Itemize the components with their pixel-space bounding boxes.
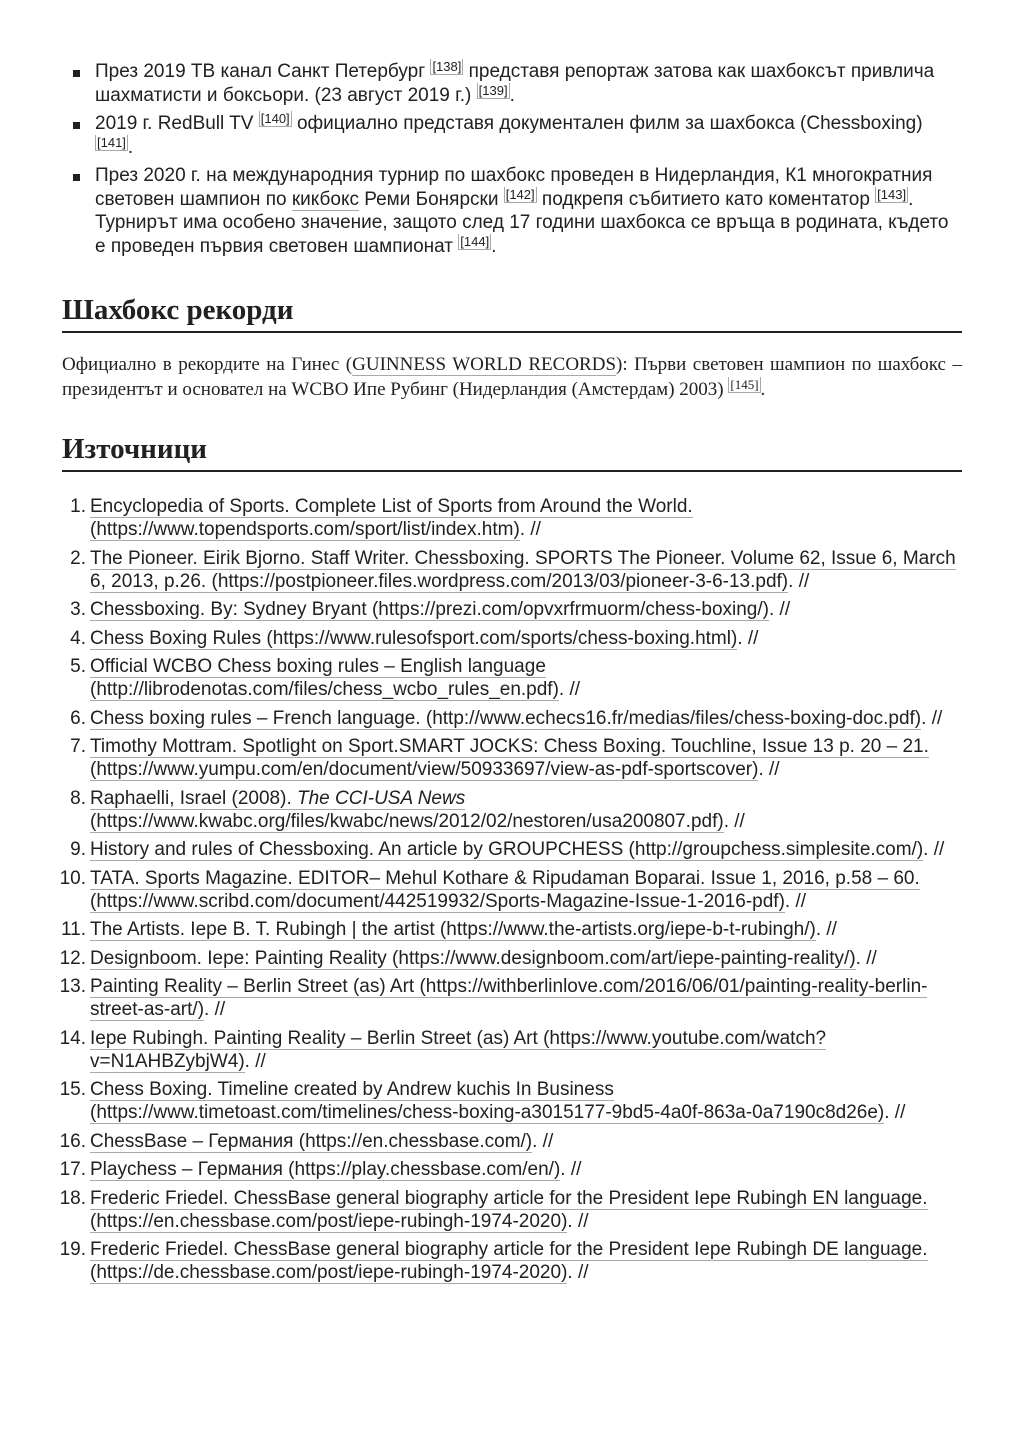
text-run: ): Първи световен шампион по шахбокс – президентът и основател на WCBO Ипе Рубинг (Нидерландия (Амстердам) 2003) <box>62 354 962 400</box>
citation-ref[interactable] <box>259 111 292 127</box>
reference-number: 2. <box>70 547 86 569</box>
citation-ref-label: [140] <box>260 111 290 126</box>
text-link[interactable]: Frederic Friedel. ChessBase general biography article for the President Iepe Rubingh EN language. (https://en.chessbase.com/post/iepe-rubingh-1974-2020) <box>90 1187 928 1232</box>
reference-item <box>62 707 962 730</box>
citation-ref[interactable] <box>458 234 491 250</box>
text-run: . // <box>737 627 759 649</box>
reference-item <box>62 787 962 833</box>
text-link[interactable]: Chessboxing. By: Sydney Bryant (https://prezi.com/opvxrfrmuorm/chess-boxing/) <box>90 599 769 620</box>
text-run: Реми Бонярски <box>358 188 504 210</box>
text-run: . Турнирът има особено значение, защото след 17 години шахбокса се връща в родината, където е проведен първия световен шампионат <box>95 188 949 257</box>
section-heading-records: Шахбокс рекорди <box>62 294 962 333</box>
text-link[interactable]: кикбокс <box>291 188 359 210</box>
text-link[interactable]: TATA. Sports Magazine. EDITOR– Mehul Kothare & Ripudaman Boparai. Issue 1, 2016, p.58 – 60. (https://www.scribd.com/document/442519932/Sports-Magazine-Issue-1-2016-pdf) <box>90 867 920 912</box>
text-run: През 2020 г. на международния турнир по шахбокс проведен в Нидерландия, К1 многократния световен шампион по <box>95 165 933 210</box>
citation-ref-label: [138] <box>432 59 462 74</box>
reference-item <box>59 947 962 970</box>
reference-number: 1. <box>70 496 86 517</box>
text-link[interactable]: ChessBase – Германия (https://en.chessbase.com/) <box>90 1130 533 1152</box>
reference-number: 15. <box>59 1079 86 1100</box>
reference-number: 5. <box>70 656 86 677</box>
text-link[interactable]: (https://www.kwabc.org/files/kwabc/news/2012/02/nestoren/usa200807.pdf) <box>90 810 724 832</box>
text-link[interactable]: Chess boxing rules – French language. (http://www.echecs16.fr/medias/files/chess-boxing-doc.pdf) <box>90 707 922 729</box>
reference-number: 13. <box>59 976 86 997</box>
text-run: представя репортаж затова как шахбоксът привлича шахматисти и боксьори. (23 август 2019 г.) <box>95 61 935 106</box>
text-run: . // <box>244 1050 266 1072</box>
reference-item <box>62 598 962 621</box>
text-run: . // <box>768 599 791 620</box>
reference-number: 10. <box>59 867 86 889</box>
reference-item <box>59 1158 962 1181</box>
text-link[interactable]: Chess Boxing. Timeline created by Andrew kuchis In Business (https://www.timetoast.com/timelines/chess-boxing-a3015177-9bd5-4a0f-863a-0a7190c8d26e) <box>90 1079 885 1123</box>
reference-item <box>59 975 962 1021</box>
reference-number: 12. <box>59 947 86 969</box>
references-list <box>59 495 962 1290</box>
reference-number: 17. <box>59 1159 86 1180</box>
text-run: . <box>491 235 497 257</box>
text-link[interactable]: Frederic Friedel. ChessBase general biography article for the President Iepe Rubingh DE language. (https://de.chessbase.com/post/iepe-rubingh-1974-2020) <box>90 1239 928 1283</box>
bullet-item <box>62 112 962 159</box>
text-run: Официално в рекордите на Гинес ( <box>62 354 353 375</box>
reference-number: 3. <box>70 599 86 620</box>
events-bullet-list <box>62 60 962 263</box>
reference-item <box>62 495 962 541</box>
reference-number: 4. <box>70 627 86 649</box>
bullet-item <box>62 60 962 107</box>
reference-item <box>59 1027 962 1073</box>
reference-number: 18. <box>59 1187 86 1209</box>
text-link[interactable]: Playchess – Германия (https://play.chessbase.com/en/) <box>90 1159 561 1180</box>
reference-number: 9. <box>70 839 86 860</box>
text-link[interactable]: History and rules of Chessboxing. An article by GROUPCHESS (http://groupchess.simplesite.com/) <box>90 839 924 860</box>
text-run: . <box>509 84 515 106</box>
reference-number: 8. <box>70 787 86 809</box>
reference-item <box>59 1187 962 1233</box>
reference-number: 14. <box>59 1027 86 1049</box>
citation-ref-label: [145] <box>730 377 759 392</box>
reference-item <box>59 1078 962 1124</box>
text-link[interactable]: Painting Reality – Berlin Street (as) Art (https://withberlinlove.com/2016/06/01/painting-reality-berlin-street-as-art/) <box>90 976 928 1020</box>
text-run: . // <box>923 839 945 860</box>
reference-item <box>62 735 962 781</box>
text-run: . // <box>815 919 837 940</box>
text-link[interactable]: The Pioneer. Eirik Bjorno. Staff Writer. Chessboxing. SPORTS The Pioneer. Volume 62, Issue 6, March 6, 2013, p.26. (https://postpioneer.files.wordpress.com/2013/03/pioneer-3-6-13.pdf) <box>90 547 956 592</box>
text-run: . // <box>758 759 780 780</box>
text-run: . <box>127 136 134 158</box>
citation-ref[interactable] <box>95 135 128 151</box>
text-run: . // <box>855 947 877 969</box>
reference-item <box>59 1238 962 1284</box>
reference-number: 7. <box>70 736 86 757</box>
text-link[interactable]: Raphaelli, Israel (2008). <box>90 787 297 809</box>
citation-ref-label: [142] <box>505 186 535 202</box>
reference-item <box>62 918 962 941</box>
reference-number: 16. <box>59 1130 86 1152</box>
citation-ref[interactable] <box>728 377 760 393</box>
text-link[interactable]: Designboom. Iepe: Painting Reality (https://www.designboom.com/art/iepe-painting-reality/) <box>90 947 856 969</box>
text-run: През 2019 ТВ канал Санкт Петербург <box>95 61 431 82</box>
reference-item <box>59 1130 962 1153</box>
text-run: . // <box>567 1210 589 1232</box>
text-run: . // <box>884 1102 906 1123</box>
reference-number: 11. <box>60 919 86 940</box>
reference-item <box>62 547 962 593</box>
citation-ref[interactable] <box>504 187 537 203</box>
reference-number: 19. <box>59 1239 86 1260</box>
citation-ref[interactable] <box>477 83 510 99</box>
text-link[interactable]: GUINNESS WORLD RECORDS <box>352 354 617 375</box>
reference-number: 6. <box>70 707 86 729</box>
reference-item <box>62 655 962 701</box>
text-link[interactable]: The Artists. Iepe B. T. Rubingh | the artist (https://www.the-artists.org/iepe-b-t-rubingh/) <box>90 919 816 940</box>
text-run: официално представя документален филм за шахбокса (Chessboxing) <box>291 113 923 134</box>
text-run: . // <box>519 519 541 540</box>
text-run: . // <box>558 679 581 700</box>
reference-item <box>59 867 962 913</box>
text-run: . // <box>204 999 226 1020</box>
reference-item <box>62 838 962 861</box>
citation-ref-label: [139] <box>478 82 508 98</box>
bullet-item <box>62 164 962 258</box>
text-run: . // <box>723 810 745 832</box>
text-run: . // <box>921 707 943 729</box>
text-run: . // <box>532 1130 554 1152</box>
citation-ref[interactable] <box>875 187 908 203</box>
section-heading-sources: Източници <box>62 433 962 472</box>
citation-ref-label: [141] <box>97 134 126 150</box>
text-link[interactable]: Encyclopedia of Sports. Complete List of Sports from Around the World. (https://www.topendsports.com/sport/list/index.htm) <box>90 496 693 540</box>
records-paragraph <box>62 352 962 402</box>
text-run: подкрепя събитието като коментатор <box>536 188 876 210</box>
citation-ref-label: [143] <box>877 186 907 202</box>
text-run: 2019 г. RedBull TV <box>95 113 259 134</box>
text-run: . <box>760 379 766 400</box>
text-run: . // <box>560 1159 582 1180</box>
text-run: . // <box>788 570 810 592</box>
text-run: . // <box>784 890 807 912</box>
text-link[interactable]: Timothy Mottram. Spotlight on Sport.SMART JOCKS: Chess Boxing. Touchline, Issue 13 p. 20 – 21. (https://www.yumpu.com/en/document/view/50933697/view-as-pdf-sportscover) <box>90 736 929 780</box>
text-link[interactable]: Chess Boxing Rules (https://www.rulesofsport.com/sports/chess-boxing.html) <box>90 627 738 649</box>
reference-item <box>62 627 962 650</box>
citation-ref[interactable] <box>430 59 463 75</box>
text-link[interactable]: Official WCBO Chess boxing rules – English language (http://librodenotas.com/files/chess_wcbo_rules_en.pdf) <box>90 656 559 700</box>
text-run: . // <box>567 1262 589 1283</box>
text-link[interactable]: Iepe Rubingh. Painting Reality – Berlin Street (as) Art (https://www.youtube.com/watch?v=N1AHBZybjW4) <box>90 1027 827 1072</box>
italic-title-link[interactable]: The CCI-USA News <box>297 787 466 809</box>
citation-ref-label: [144] <box>460 233 490 249</box>
